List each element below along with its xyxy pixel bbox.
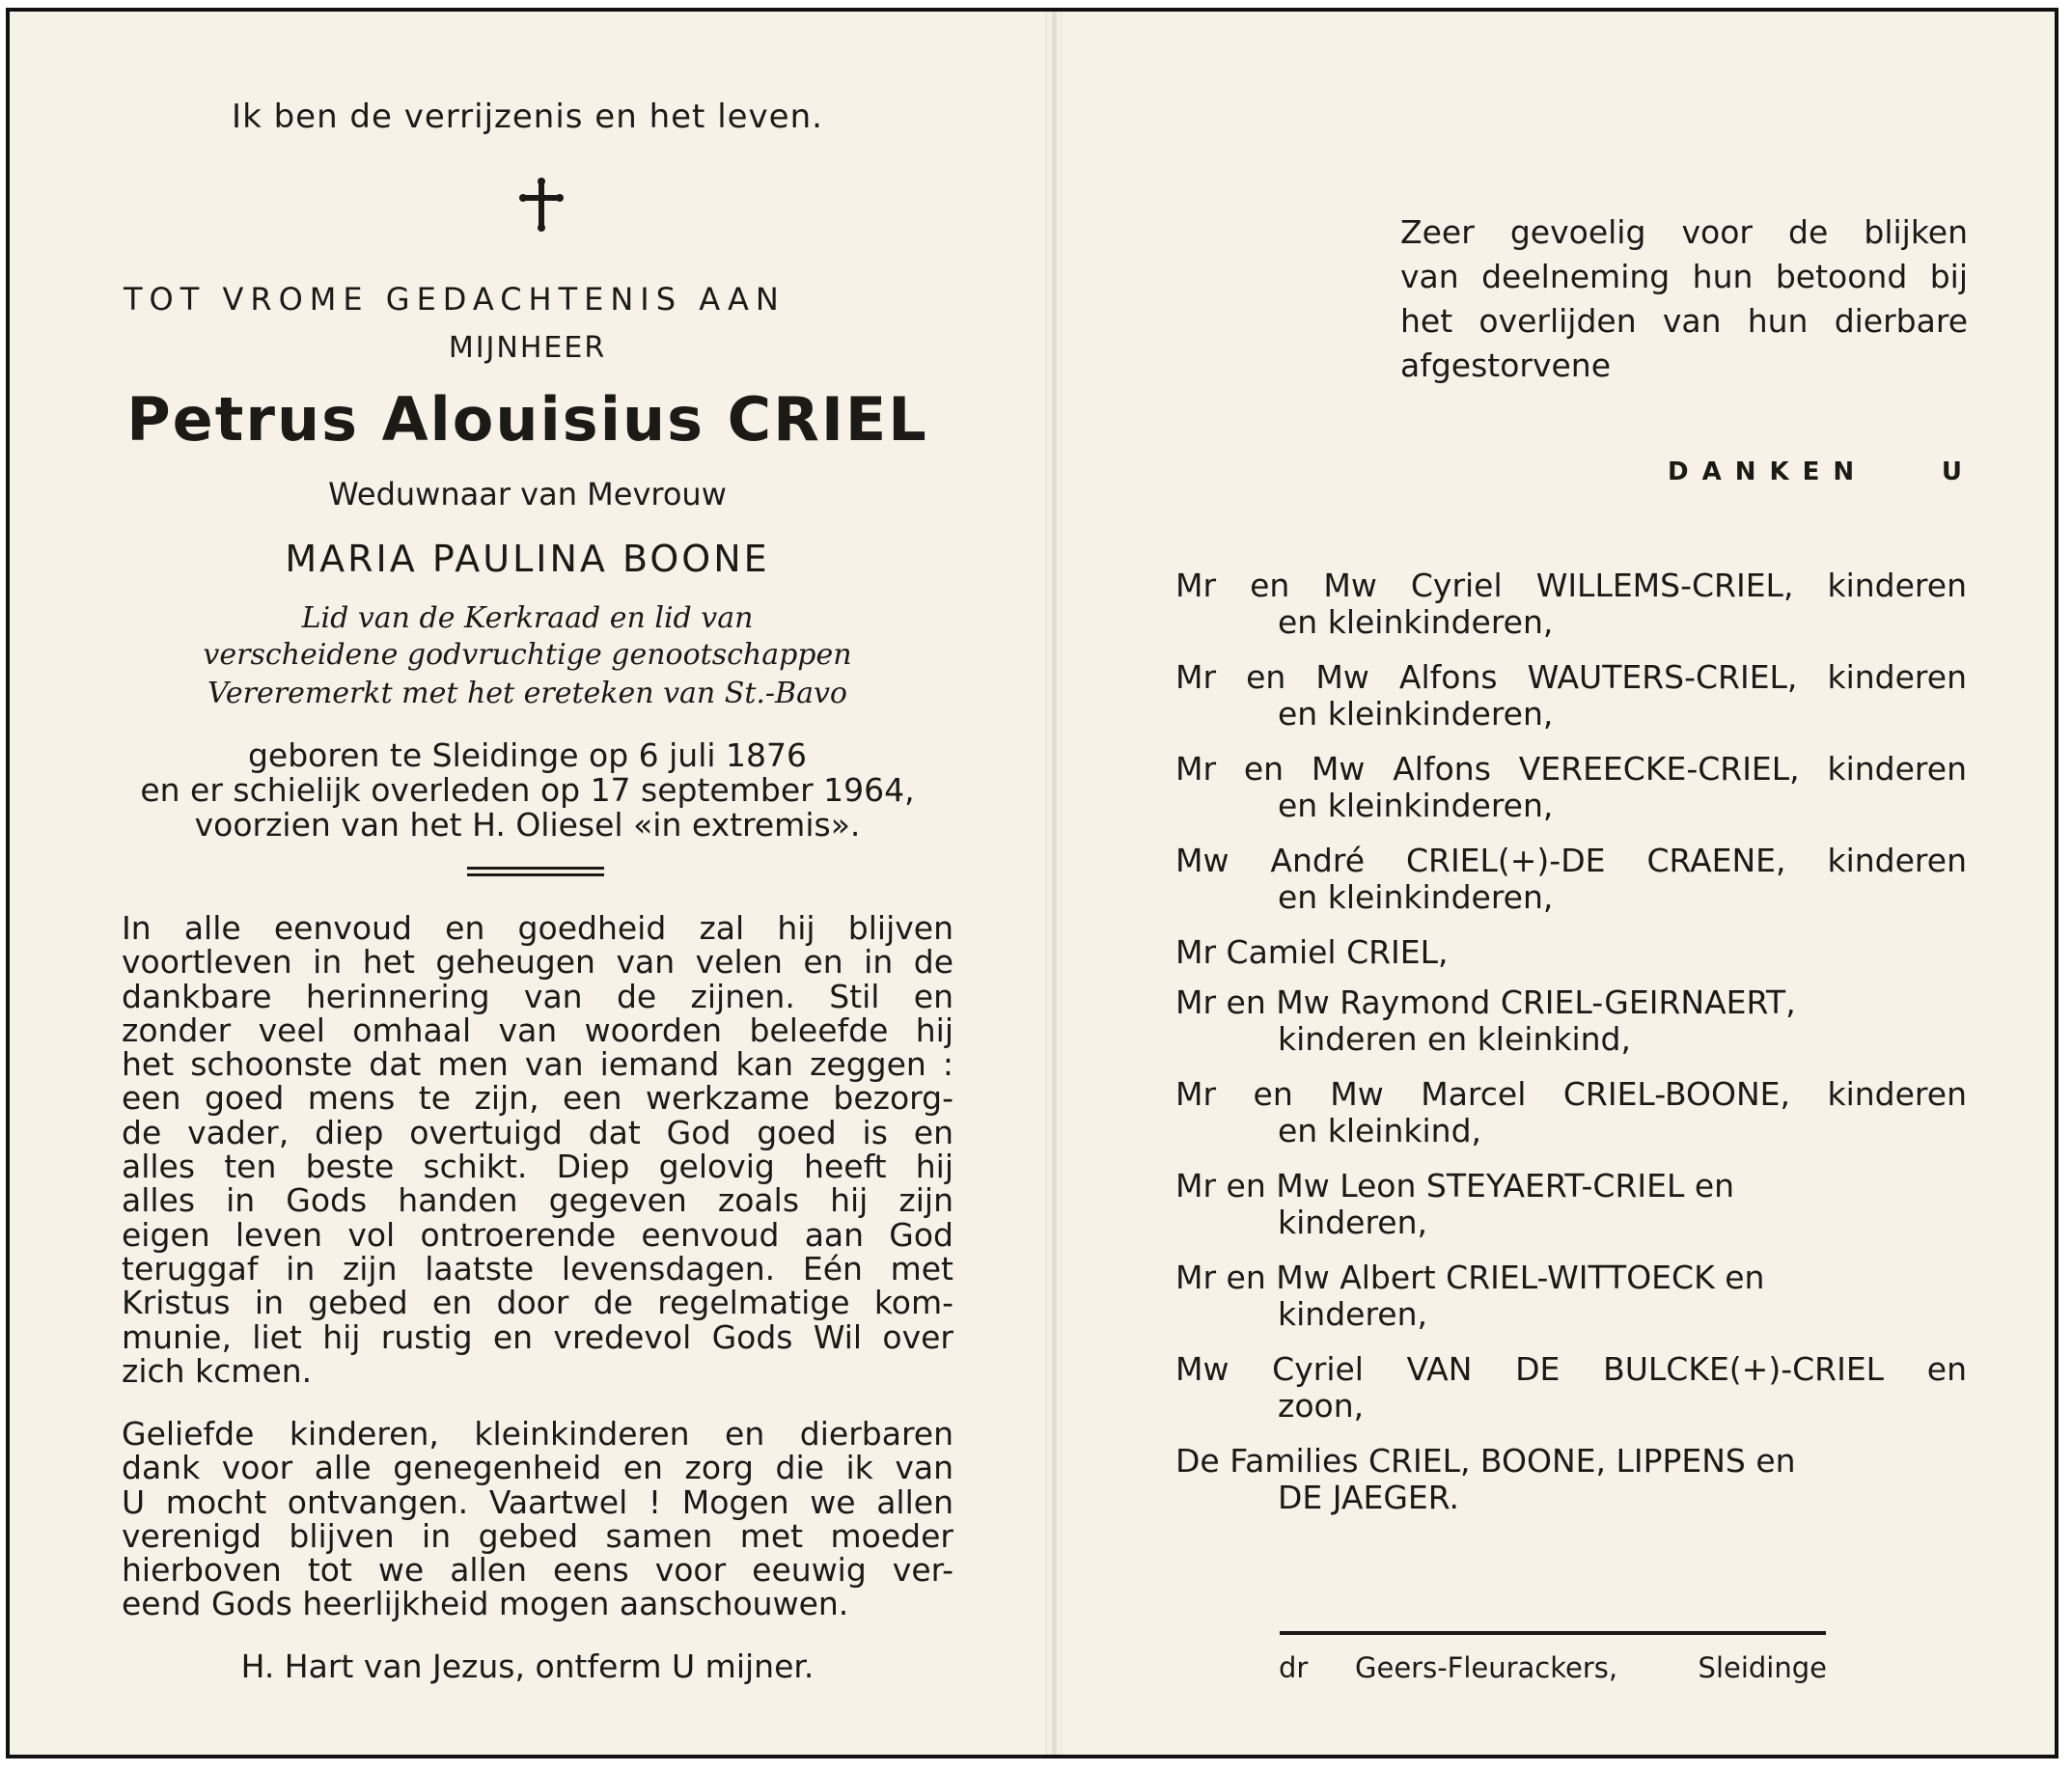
printer-rule: [1280, 1631, 1826, 1635]
paragraph-line: afgestorvene: [1400, 346, 1612, 384]
list-item: [1175, 843, 1967, 934]
right-panel: [1063, 12, 2057, 1755]
paragraph-line: alles ten beste schikt. Diep gelovig heeft hij: [122, 1148, 953, 1186]
paragraph-line: verenigd blijven in gebed samen met moeder: [122, 1516, 953, 1555]
paragraph-line: voortleven in het geheugen van velen en in de: [122, 943, 953, 982]
family-continuation: en kleinkind,: [1278, 1112, 1482, 1149]
family-line: Mr en Mw Albert CRIEL-WITTOECK en: [1175, 1259, 1765, 1296]
printer-prefix: dr: [1279, 1651, 1309, 1684]
family-continuation: kinderen en kleinkind,: [1278, 1020, 1631, 1058]
paragraph-line: Zeer gevoelig voor de blijken: [1400, 213, 1968, 251]
honor-line: Lid van de Kerkraad en lid van: [301, 601, 754, 635]
list-item: [1175, 751, 1967, 843]
paragraph-line: alles in Gods handen gegeven zoals hij zijn: [122, 1181, 953, 1220]
family-continuation: DE JAEGER.: [1278, 1479, 1459, 1516]
widower-of: Weduwnaar van Mevrouw: [328, 476, 727, 512]
deceased-name: Petrus Alouisius CRIEL: [126, 384, 928, 455]
double-divider: [467, 867, 604, 876]
family-line: Mw André CRIEL(+)-DE CRAENE, kinderen: [1175, 842, 1967, 879]
paragraph-line: het overlijden van hun dierbare: [1400, 302, 1968, 340]
family-line: Mr en Mw Raymond CRIEL-GEIRNAERT,: [1175, 983, 1796, 1021]
paragraph-line: Kristus in gebed en door de regelmatige kom-: [122, 1284, 953, 1322]
list-item: [1175, 984, 1967, 1076]
paragraph-line: Geliefde kinderen, kleinkinderen en dierbaren: [122, 1415, 953, 1453]
memorial-card: [6, 8, 2058, 1758]
list-item: [1175, 1076, 1967, 1168]
family-continuation: kinderen,: [1278, 1295, 1427, 1333]
printer-place: Sleidinge: [1698, 1651, 1827, 1684]
thanks-paragraph: [1400, 210, 1968, 388]
motto: Ik ben de verrijzenis en het leven.: [232, 97, 823, 136]
family-continuation: en kleinkinderen,: [1278, 878, 1554, 916]
family-continuation: en kleinkinderen,: [1278, 603, 1554, 641]
paragraph-line: teruggaf in zijn laatste levensdagen. Eén met: [122, 1249, 953, 1287]
farewell-paragraph: [122, 1417, 953, 1621]
paragraph-line: het schoonste dat men van iemand kan zeggen :: [122, 1045, 953, 1084]
card-fold: [1045, 12, 1063, 1755]
paragraph-line: eigen leven vol ontroerende eenvoud aan God: [122, 1215, 953, 1254]
paragraph-line: dank voor alle genegenheid en zorg die ik van: [122, 1449, 953, 1487]
tribute-paragraph: [122, 911, 953, 1388]
family-line: Mr en Mw Marcel CRIEL-BOONE, kinderen: [1175, 1075, 1967, 1113]
cross-icon: [519, 178, 564, 232]
list-item: [1175, 1443, 1967, 1535]
family-list: [1175, 568, 1967, 1535]
death-line: en er schielijk overleden op 17 september 1964,: [140, 771, 915, 809]
spouse-name: MARIA PAULINA BOONE: [285, 538, 770, 580]
honor-line: verscheidene godvruchtige genootschappen: [203, 638, 852, 672]
paragraph-line: dankbare herinnering van de zijnen. Stil en: [122, 977, 953, 1015]
list-item: [1175, 568, 1967, 659]
family-line: Mr en Mw Leon STEYAERT-CRIEL en: [1175, 1167, 1735, 1204]
family-line: Mw Cyriel VAN DE BULCKE(+)-CRIEL en: [1175, 1350, 1967, 1388]
paragraph-line: zich kcmen.: [122, 1351, 313, 1390]
printer-name: Geers-Fleurackers,: [1355, 1651, 1618, 1684]
family-line: De Families CRIEL, BOONE, LIPPENS en: [1175, 1442, 1796, 1480]
danken-heading: [1668, 457, 1975, 486]
list-item: [1175, 659, 1967, 751]
honor-line: Vereremerkt met het ereteken van St.-Bavo: [207, 677, 847, 710]
family-line: Mr en Mw Cyriel WILLEMS-CRIEL, kinderen: [1175, 567, 1967, 604]
paragraph-line: munie, liet hij rustig en vredevol Gods Wil over: [122, 1317, 953, 1356]
list-item: [1175, 1260, 1967, 1351]
family-continuation: kinderen,: [1278, 1204, 1427, 1241]
paragraph-line: In alle eenvoud en goedheid zal hij blijven: [122, 909, 953, 947]
birth-line: geboren te Sleidinge op 6 juli 1876: [247, 736, 808, 774]
family-line: Mr Camiel CRIEL,: [1175, 933, 1449, 971]
family-continuation: en kleinkinderen,: [1278, 695, 1554, 733]
heading-title: MIJNHEER: [448, 331, 607, 365]
paragraph-line: de vader, diep overtuigd dat God goed is en: [122, 1113, 953, 1151]
left-panel: [10, 12, 1045, 1755]
danken-u: U: [1941, 457, 1975, 486]
list-item: [1175, 1168, 1967, 1260]
paragraph-line: U mocht ontvangen. Vaartwel ! Mogen we allen: [122, 1482, 953, 1521]
list-item: [1175, 934, 1967, 984]
paragraph-line: een goed mens te zijn, een werkzame bezorg-: [122, 1079, 953, 1118]
danken-word: DANKEN: [1668, 457, 1868, 486]
closing-prayer: H. Hart van Jezus, ontferm U mijner.: [240, 1647, 815, 1685]
family-line: Mr en Mw Alfons VEREECKE-CRIEL, kinderen: [1175, 750, 1967, 788]
heading-dedication: TOT VROME GEDACHTENIS AAN: [124, 281, 786, 318]
paragraph-line: hierboven tot we allen eens voor eeuwig ver-: [122, 1551, 953, 1590]
paragraph-line: van deelneming hun betoond bij: [1400, 258, 1968, 295]
list-item: [1175, 1351, 1967, 1443]
sacrament-line: voorzien van het H. Oliesel «in extremis».: [194, 806, 861, 844]
paragraph-line: eend Gods heerlijkheid mogen aanschouwen.: [122, 1585, 849, 1623]
paragraph-line: zonder veel omhaal van woorden beleefde hij: [122, 1011, 953, 1049]
family-line: Mr en Mw Alfons WAUTERS-CRIEL, kinderen: [1175, 658, 1967, 696]
family-continuation: en kleinkinderen,: [1278, 787, 1554, 824]
family-continuation: zoon,: [1278, 1387, 1365, 1425]
